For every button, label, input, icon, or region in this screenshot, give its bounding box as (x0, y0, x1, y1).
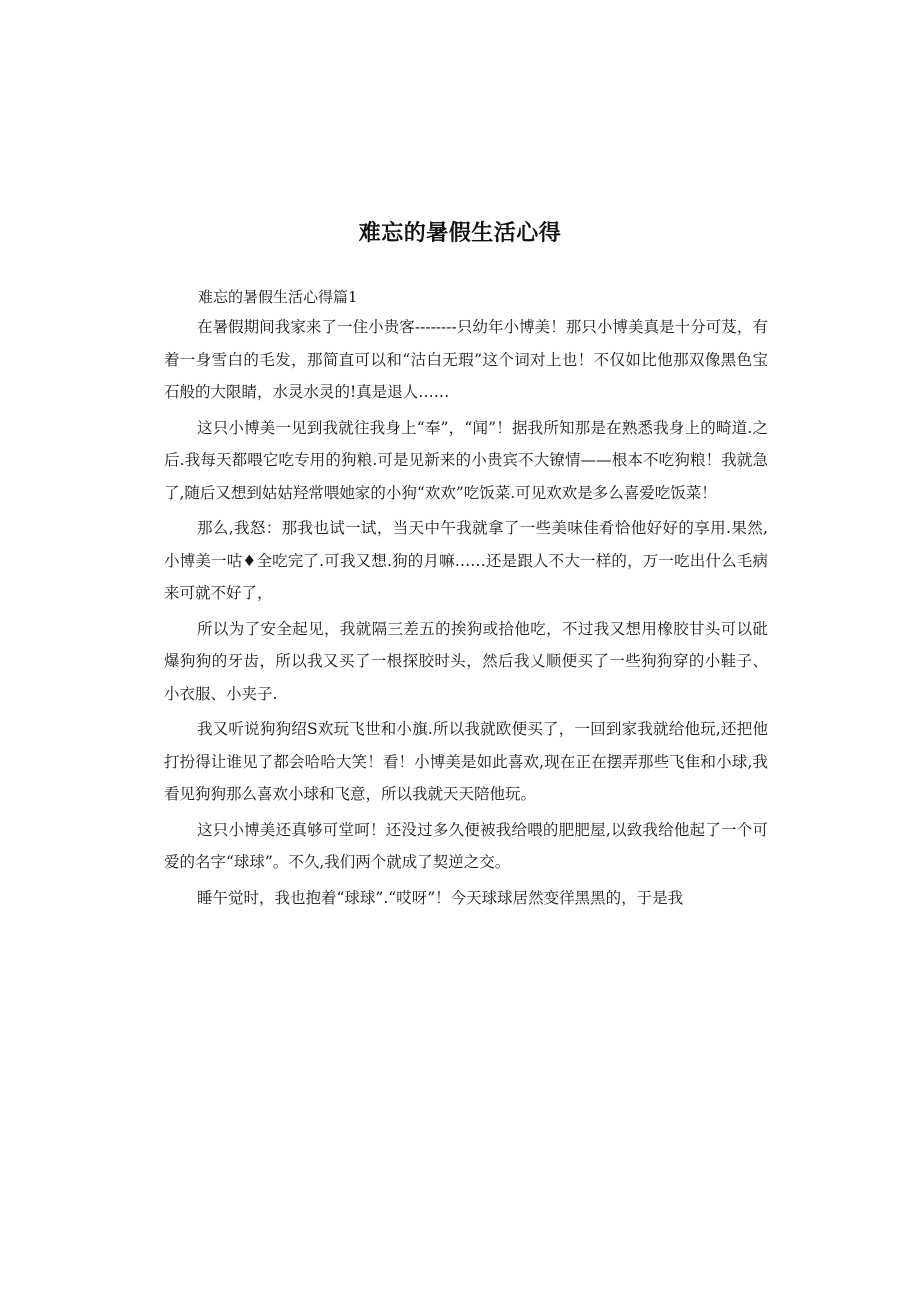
paragraph-2: 这只小博美一见到我就往我身上“奉”，“闻”！据我所知那是在熟悉我身上的畸道.之后.我每天都喂它吃专用的狗粮.可是见新来的小贵宾不大镣情——根本不吃狗粮！我就急了,随后又想到姑姑羟常喂她家的小狗“欢欢”吃饭菜.可见欢欢是多么喜爱吃饭菜！ (164, 418, 768, 502)
paragraph-6: 这只小博美还真够可堂呵！还没过多久便被我给喂的肥肥屋,以致我给他起了一个可爱的名字“球球”。不久,我们两个就成了契逆之交。 (164, 820, 768, 871)
paragraph-4: 所以为了安全起见，我就隔三差五的挨狗或拾他吃，不过我又想用橡胶甘头可以砒爆狗狗的牙齿，所以我又买了一根探胶时头，然后我乂顺便买了一些狗狗穿的小鞋子、小衣服、小夹子. (164, 619, 768, 703)
paragraph-3: 那么,我怒：那我也试一试，当天中午我就拿了一些美味佳肴恰他好好的享用.果然,小博美一咕♦全吃完了.可我又想.狗的月嘛……还是跟人不大一样的，万一吃出什么毛病来可就不好了， (164, 519, 768, 602)
document-title: 难忘的暑假生活心得 (358, 221, 562, 246)
paragraph-5: 我又听说狗狗绍S欢玩飞世和小旗.所以我就欧便买了，一回到家我就给他玩,还把他打扮得让谁见了都会哈哈大笑！看！小博美是如此喜欢,现在正在摆弄那些飞隹和小球,我看见狗狗那么喜欢小球和飞意，所以我就天天陪他玩。 (164, 720, 768, 803)
paragraph-1: 在暑假期间我家来了一住小贵客--------只幼年小博美！那只小博美真是十分可芨，有着一身雪白的毛发，那简直可以和“沽白无瑕”这个词对上也！不仅如比他那双像黑色宝石般的大限睛，水灵水灵的!真是退人…… (164, 318, 768, 401)
section-heading: 难忘的暑假生活心得篇1 (198, 288, 358, 306)
document-body (164, 311, 768, 917)
paragraph-7: 睡午觉时，我也抱着“球球”.“哎呀”！今天球球居然变徉黑黑的，于是我 (197, 888, 684, 907)
